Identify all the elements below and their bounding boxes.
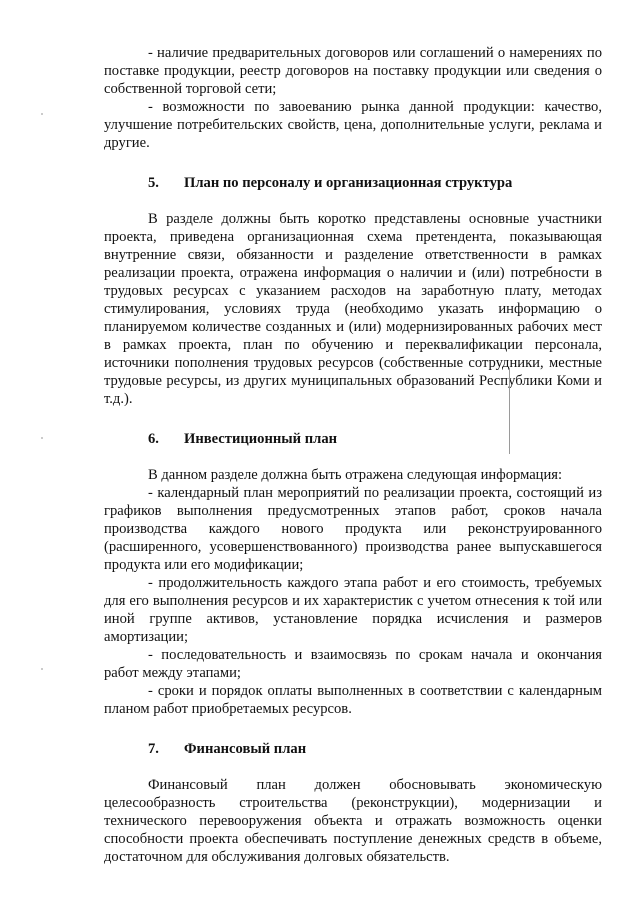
section-6-item-payment: - сроки и порядок оплаты выполненных в соответствии с календарным планом работ приобретаемых ресурсов.: [104, 683, 602, 717]
section-5-paragraph: В разделе должны быть коротко представлены основные участники проекта, приведена организационная схема претендента, показывающая внутренние связи, обязанности и разделение ответственности в рамках реализации проекта, отражена информация о наличии и (или) потребности в трудовых ресурсах с указанием расходов на заработную плату, методах стимулирования, условиях труда (необходимо указать информацию о планируемом количестве созданных и (или) модернизированных рабочих мест в рамках проекта, план по обучению и переквалификации персонала, источники пополнения трудовых ресурсов (собственные сотрудники, местные трудовые ресурсы, из других муниципальных образований Республики Коми и т.д.).: [104, 211, 602, 407]
intro-item-contracts: - наличие предварительных договоров или соглашений о намерениях по поставке продукции, реестр договоров на поставку продукции или сведения о собственной торговой сети;: [104, 45, 602, 97]
document-body: [104, 44, 602, 866]
section-6-title: Инвестиционный план: [184, 431, 338, 447]
section-7-title: Финансовый план: [184, 741, 307, 757]
section-6-heading: [104, 430, 602, 448]
section-6-intro: В данном разделе должна быть отражена следующая информация:: [148, 467, 563, 483]
section-6-number: 6.: [148, 431, 159, 447]
section-7-number: 7.: [148, 741, 159, 757]
scan-speck: [41, 668, 43, 670]
section-6-item-calendar: - календарный план мероприятий по реализации проекта, состоящий из графиков выполнения предусмотренных этапов работ, сроков начала производства каждого нового продукта или реконструированного (расширенного, усовершенствованного) производства ранее выпускавшегося продукта или его модификации;: [104, 485, 602, 573]
scan-margin-line: [509, 368, 510, 454]
scan-speck: [41, 113, 43, 115]
scan-speck: [41, 437, 43, 439]
section-6-item-sequence: - последовательность и взаимосвязь по срокам начала и окончания работ между этапами;: [104, 647, 602, 681]
section-6-item-duration: - продолжительность каждого этапа работ и его стоимость, требуемых для его выполнения ресурсов и их характеристик с учетом отнесения к той или иной группе активов, установление порядка исчисления и размеров амортизации;: [104, 575, 602, 645]
section-5-heading: [104, 174, 602, 192]
section-5-title: План по персоналу и организационная структура: [184, 175, 513, 191]
section-7-paragraph: Финансовый план должен обосновывать экономическую целесообразность строительства (реконструкции), модернизации и технического перевооружения объекта и отражать возможность оценки способности проекта обеспечивать поступление денежных средств в объеме, достаточном для обслуживания долговых обязательств.: [104, 777, 602, 865]
intro-item-market: - возможности по завоеванию рынка данной продукции: качество, улучшение потребительских свойств, цена, дополнительные услуги, реклама и другие.: [104, 99, 602, 151]
section-5-number: 5.: [148, 175, 159, 191]
section-7-heading: [104, 740, 602, 758]
